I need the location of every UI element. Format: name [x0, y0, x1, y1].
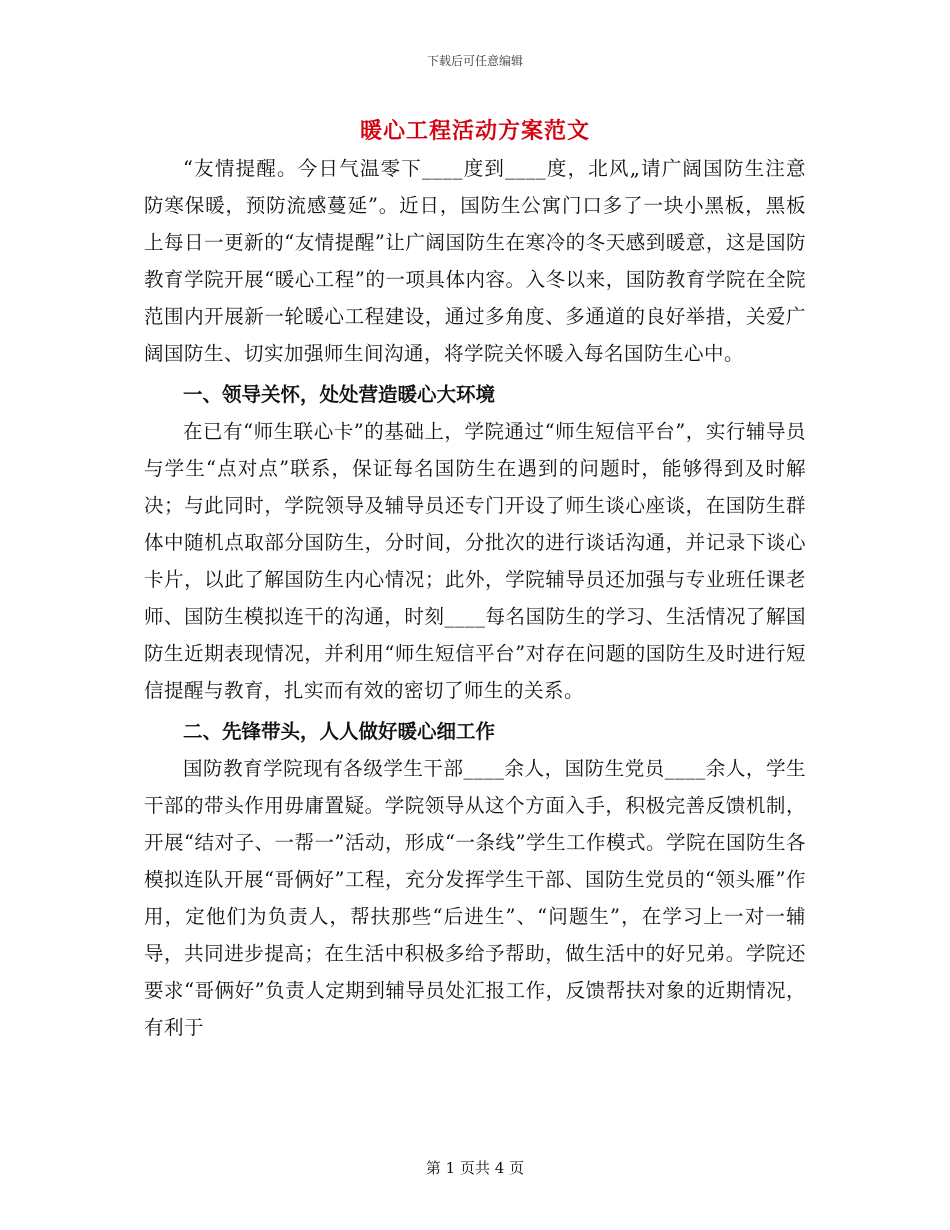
section-heading-2: 二、先锋带头，人人做好暖心细工作	[183, 720, 496, 743]
document-body	[144, 150, 806, 1046]
page-footer: 第 1 页共 4 页	[425, 1159, 525, 1177]
document-title: 暖心工程活动方案范文	[359, 118, 590, 144]
section-heading-1: 一、领导关怀，处处营造暖心大环境	[183, 383, 496, 406]
section-paragraph-2: 国防教育学院现有各级学生干部____余人，国防生党员____余人，学生干部的带头作用毋庸置疑。学院领导从这个方面入手，积极完善反馈机制，开展“结对子、一帮一”活动，形成“一条线”学生工作模式。学院在国防生各模拟连队开展“哥俩好”工程，充分发挥学生干部、国防生党员的“领头雁”作用，定他们为负责人，帮扶那些“后进生”、“问题生”，在学习上一对一辅导，共同进步提高；在生活中积极多给予帮助，做生活中的好兄弟。学院还要求“哥俩好”负责人定期到辅导员处汇报工作，反馈帮扶对象的近期情况，有利于	[144, 757, 806, 1039]
intro-paragraph: “友情提醒。今日气温零下____度到____度，北风„请广阔国防生注意防寒保暖，预防流感蔓延”。近日，国防生公寓门口多了一块小黑板，黑板上每日一更新的“友情提醒”让广阔国防生在寒冷的冬天感到暖意，这是国防教育学院开展“暖心工程”的一项具体内容。入冬以来，国防教育学院在全院范围内开展新一轮暖心工程建设，通过多角度、多通道的良好举措，关爱广阔国防生、切实加强师生间沟通，将学院关怀暖入每名国防生心中。	[144, 157, 806, 365]
header-note: 下载后可任意编辑	[426, 54, 523, 68]
section-paragraph-1: 在已有“师生联心卡”的基础上，学院通过“师生短信平台”，实行辅导员与学生“点对点”联系，保证每名国防生在遇到的问题时，能够得到及时解决；与此同时，学院领导及辅导员还专门开设了师生谈心座谈，在国防生群体中随机点取部分国防生，分时间，分批次的进行谈话沟通，并记录下谈心卡片，以此了解国防生内心情况；此外，学院辅导员还加强与专业班任课老师、国防生模拟连干的沟通，时刻____每名国防生的学习、生活情况了解国防生近期表现情况，并利用“师生短信平台”对存在问题的国防生及时进行短信提醒与教育，扎实而有效的密切了师生的关系。	[144, 420, 806, 702]
